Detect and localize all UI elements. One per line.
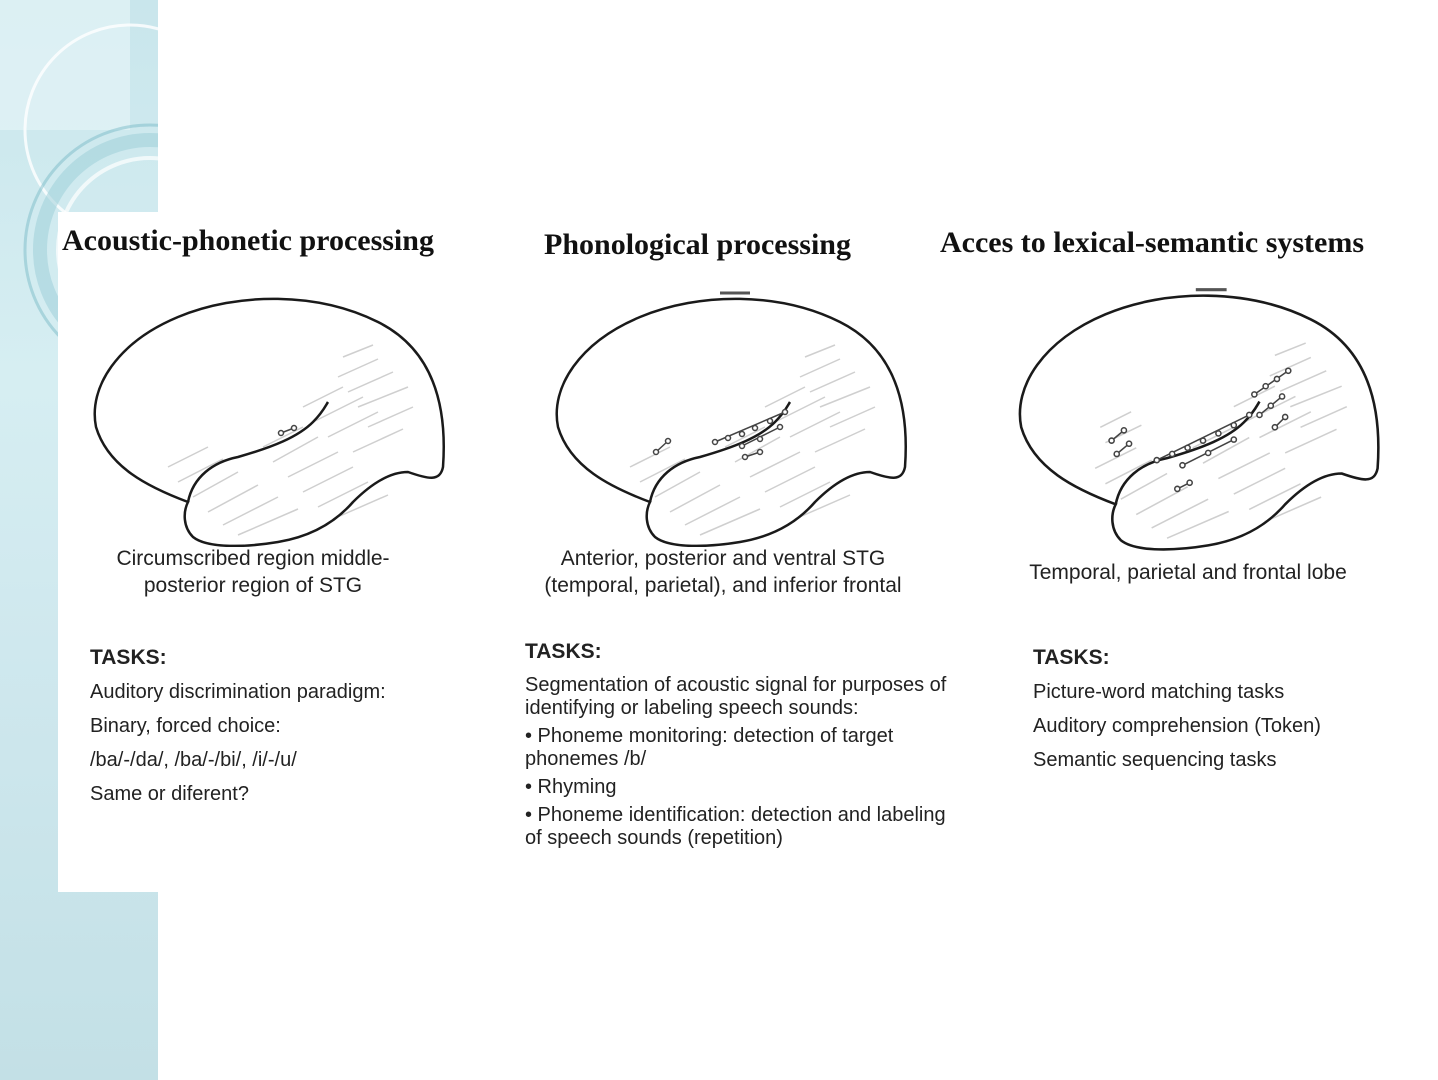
task-item: • Phoneme monitoring: detection of target phonemes /b/ xyxy=(525,725,894,770)
task-item: Segmentation of acoustic signal for purposes of identifying or labeling speech sounds: xyxy=(525,674,947,719)
caption-line: posterior region of STG xyxy=(143,574,363,597)
task-item: Semantic sequencing tasks xyxy=(1033,749,1277,771)
caption-lexical xyxy=(988,559,1388,586)
task-item: /ba/-/da/, /ba/-/bi/, /i/-/u/ xyxy=(90,749,297,771)
caption-phonological xyxy=(513,545,933,599)
tasks-lexical xyxy=(1033,646,1413,782)
caption-line: Anterior, posterior and ventral STG xyxy=(560,547,886,570)
caption-line: Circumscribed region middle- xyxy=(116,547,390,570)
column-title-clip xyxy=(938,226,1426,266)
tasks-heading: TASKS: xyxy=(525,640,602,663)
diagram-figure xyxy=(58,212,1438,892)
task-item: Auditory comprehension (Token) xyxy=(1033,715,1321,737)
caption-acoustic xyxy=(88,545,418,599)
task-item: • Phoneme identification: detection and labeling of speech sounds (repetition) xyxy=(525,804,946,849)
column-title-lexical: Acces to lexical-semantic systems xyxy=(940,226,1365,259)
brain-diagram-phonological xyxy=(550,287,920,547)
tasks-acoustic xyxy=(90,646,490,816)
column-title-acoustic: Acoustic-phonetic processing xyxy=(62,224,434,257)
tasks-heading: TASKS: xyxy=(1033,646,1110,669)
task-item: • Rhyming xyxy=(525,776,617,798)
brain-diagram-acoustic xyxy=(88,287,458,547)
caption-line: Temporal, parietal and frontal lobe xyxy=(1029,561,1347,584)
caption-line: (temporal, parietal), and inferior frontal xyxy=(544,574,902,597)
brain-diagram-lexical xyxy=(1013,282,1393,552)
task-item: Same or diferent? xyxy=(90,783,249,805)
tasks-phonological xyxy=(525,640,965,855)
task-item: Binary, forced choice: xyxy=(90,715,281,737)
column-title-phonological: Phonological processing xyxy=(544,228,851,261)
tasks-heading: TASKS: xyxy=(90,646,167,669)
task-item: Picture-word matching tasks xyxy=(1033,681,1285,703)
task-item: Auditory discrimination paradigm: xyxy=(90,681,386,703)
